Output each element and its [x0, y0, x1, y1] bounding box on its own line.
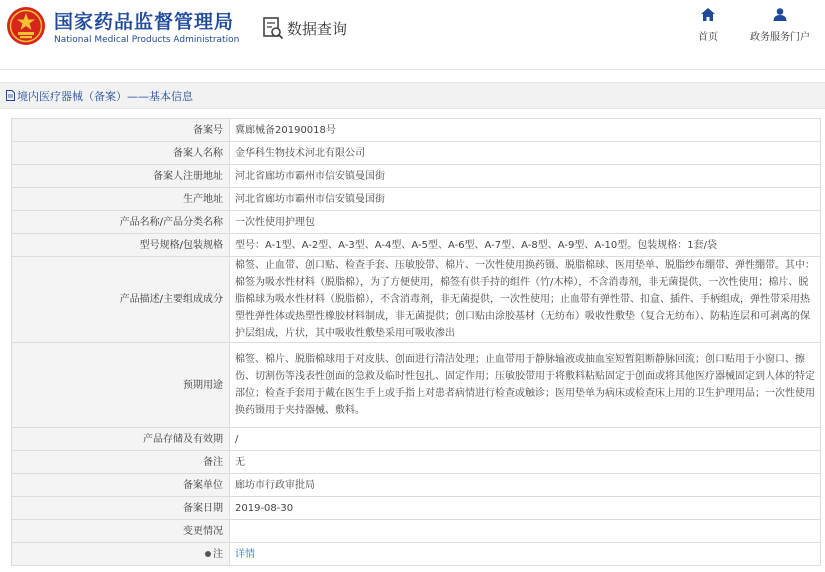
record-detail-table: [11, 118, 821, 566]
row-label: 备案人名称: [12, 142, 230, 165]
row-value: 廊坊市行政审批局: [230, 474, 821, 497]
table-row: [12, 343, 821, 428]
home-icon: [701, 8, 715, 21]
row-label: 备注: [12, 451, 230, 474]
row-label: 备案单位: [12, 474, 230, 497]
table-row: [12, 474, 821, 497]
row-value: 河北省廊坊市霸州市信安镇曼国街: [230, 188, 821, 211]
row-value: 棉签、棉片、脱脂棉球用于对皮肤、创面进行清洁处理；止血带用于静脉输液或抽血室短暂阻断静脉回流；创口贴用于小窗口、擦伤、切割伤等浅表性创面的急救及临时性包扎、固定作用；压敏胶带用于将敷料粘贴固定于创面或将其他医疗器械固定到人体的特定部位；检查手套用于戴在医生手上或手指上对患者病情进行检查或触诊；医用垫单为病床或检查床上用的卫生护理用品；一次性使用换药镊用于夹持器械、敷料。: [230, 343, 821, 428]
table-row: [12, 497, 821, 520]
nav-portal-label: 政务服务门户: [750, 32, 810, 43]
table-row: [12, 119, 821, 142]
table-row: [12, 211, 821, 234]
row-label: 备案人注册地址: [12, 165, 230, 188]
document-icon: [6, 90, 15, 101]
table-row: [12, 165, 821, 188]
section-bar: [0, 82, 825, 109]
national-emblem-logo-icon[interactable]: [6, 6, 46, 46]
row-value: 棉签、止血带、创口贴、检查手套、压敏胶带、棉片、一次性使用换药镊、脱脂棉球、医用垫单、脱脂纱布绷带、弹性绷带。其中：棉签为吸水性材料（脱脂棉），为了方便使用，棉签有供手持的组件（竹/木棒），不含消毒剂，非无菌提供，一次性使用；棉片、脱脂棉球为吸水性材料（脱脂棉），不含消毒剂，非无菌提供，一次性使用；止血带有弹性带、扣盒、插件、手柄组成，弹性带采用热塑性弹性体或热塑性橡胶材料制成，非无菌提供；创口贴由涂胶基材（无纺布）吸收性敷垫（复合无纺布）、防粘连层和可剥离的保护层组成，片状，其中吸收性敷垫采用可吸收渗出: [230, 257, 821, 343]
table-row: [12, 451, 821, 474]
row-label: 产品存储及有效期: [12, 428, 230, 451]
table-row: [12, 428, 821, 451]
table-row: [12, 142, 821, 165]
row-value: 无: [230, 451, 821, 474]
row-value: 河北省廊坊市霸州市信安镇曼国街: [230, 165, 821, 188]
table-row: [12, 520, 821, 543]
location-pin-icon: [205, 551, 211, 557]
row-value: 金华科生物技术河北有限公司: [230, 142, 821, 165]
data-query-title: 数据查询: [287, 20, 348, 38]
row-label: 变更情况: [12, 520, 230, 543]
header-divider: [0, 69, 825, 70]
row-value: 一次性使用护理包: [230, 211, 821, 234]
table-row: [12, 234, 821, 257]
section-title-text: 境内医疗器械（备案）——基本信息: [17, 90, 193, 103]
brand-name-en[interactable]: National Medical Products Administration: [54, 35, 240, 45]
row-value: /: [230, 428, 821, 451]
nav-home-label: 首页: [698, 32, 718, 43]
row-label-text: 注: [213, 548, 223, 560]
brand-name-cn[interactable]: 国家药品监督管理局: [54, 11, 235, 33]
row-label: 备案号: [12, 119, 230, 142]
user-icon: [773, 8, 787, 21]
row-label-note: [12, 543, 230, 566]
row-label: 产品名称/产品分类名称: [12, 211, 230, 234]
row-value: 型号：A-1型、A-2型、A-3型、A-4型、A-5型、A-6型、A-7型、A-8型、A-9型、A-10型。包装规格：1套/袋: [230, 234, 821, 257]
row-label: 预期用途: [12, 343, 230, 428]
section-title: [6, 88, 193, 104]
row-label: 产品描述/主要组成成分: [12, 257, 230, 343]
row-value: 2019-08-30: [230, 497, 821, 520]
details-link[interactable]: 详情: [235, 548, 255, 560]
data-query-icon: [262, 16, 284, 40]
table-row: [12, 257, 821, 343]
site-header: [0, 0, 825, 62]
row-value: [230, 520, 821, 543]
table-row: [12, 543, 821, 566]
row-label: 型号规格/包装规格: [12, 234, 230, 257]
row-label: 备案日期: [12, 497, 230, 520]
row-label: 生产地址: [12, 188, 230, 211]
row-value: [230, 543, 821, 566]
nav-portal-link[interactable]: [735, 8, 825, 43]
row-value: 冀廊械备20190018号: [230, 119, 821, 142]
table-row: [12, 188, 821, 211]
